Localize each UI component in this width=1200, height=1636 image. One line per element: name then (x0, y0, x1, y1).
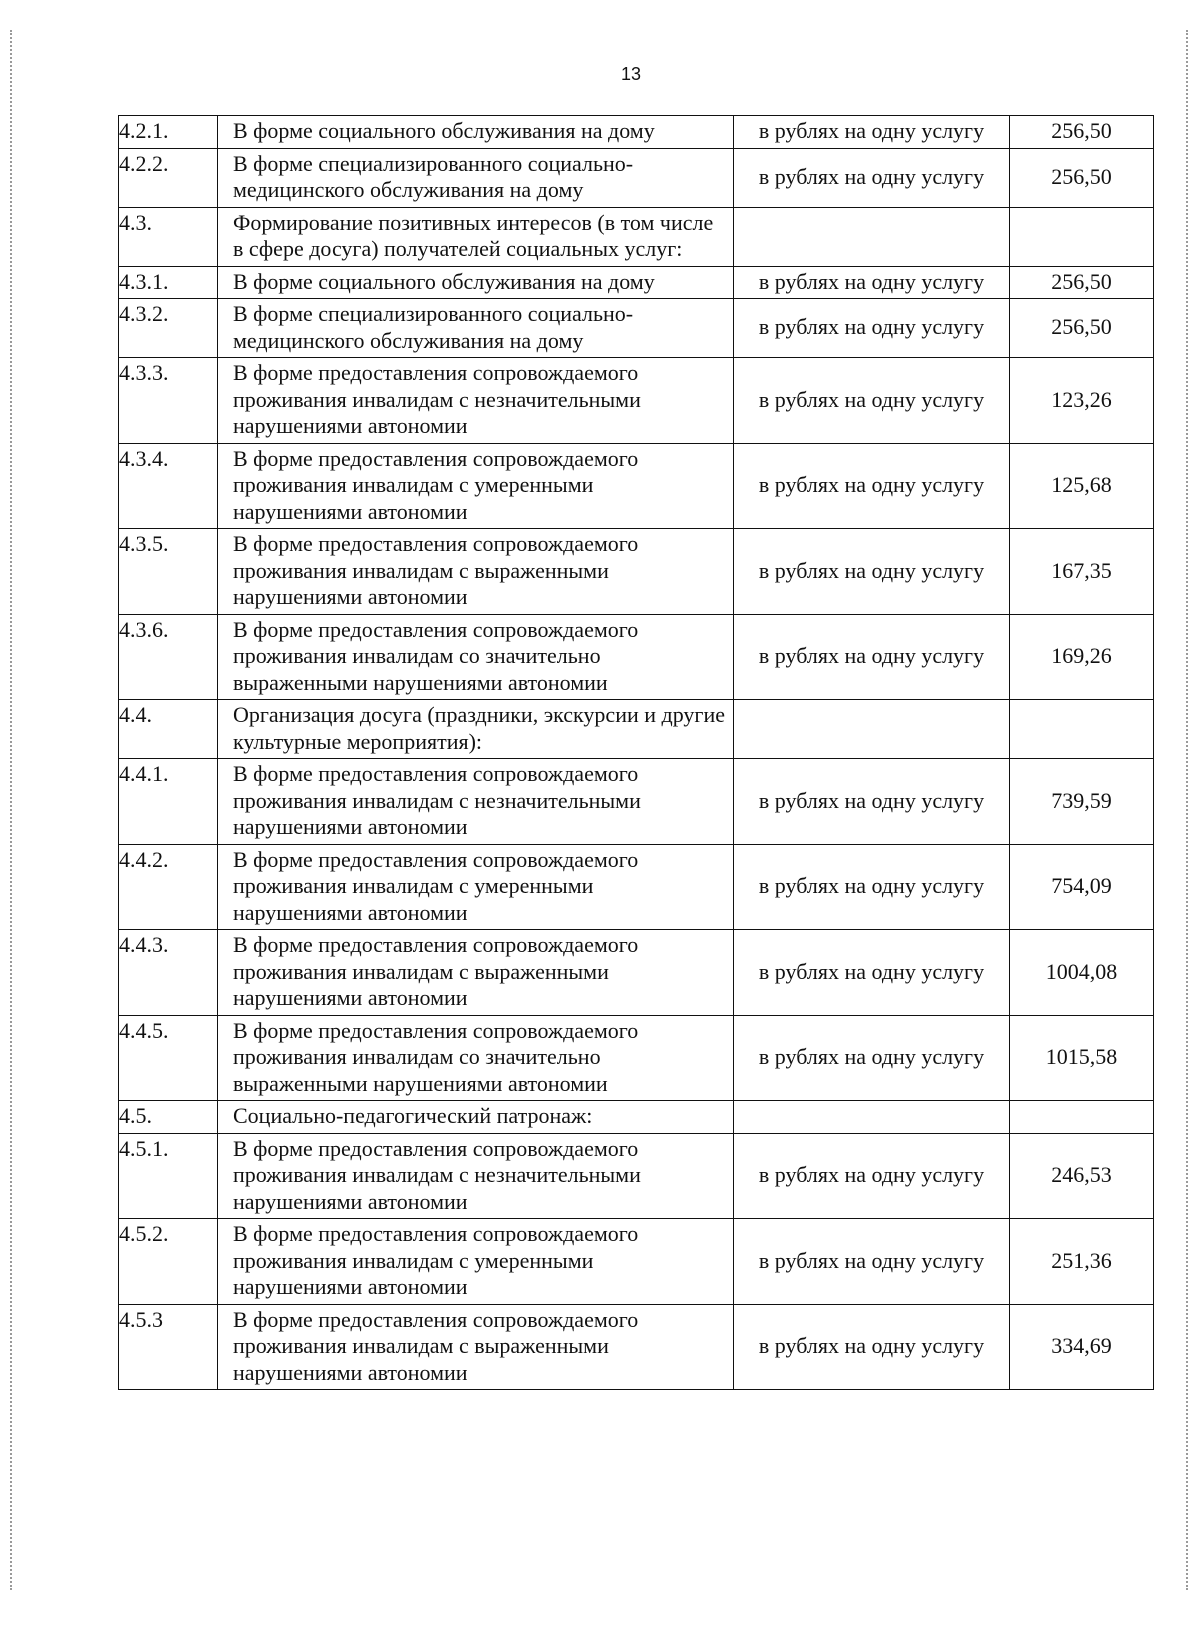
row-description: В форме предоставления сопровождаемого проживания инвалидам с незначительными нарушениями автономии (218, 1133, 734, 1219)
row-unit: в рублях на одну услугу (734, 1015, 1010, 1101)
row-price (1010, 207, 1154, 266)
table-row (119, 529, 1154, 615)
row-unit (734, 700, 1010, 759)
row-number: 4.3.4. (119, 443, 218, 529)
row-unit: в рублях на одну услугу (734, 759, 1010, 845)
row-description: В форме предоставления сопровождаемого проживания инвалидам с незначительными нарушениями автономии (218, 759, 734, 845)
table-row (119, 700, 1154, 759)
row-description: В форме социального обслуживания на дому (218, 266, 734, 299)
row-price: 754,09 (1010, 844, 1154, 930)
table-row (119, 759, 1154, 845)
row-number: 4.5. (119, 1101, 218, 1134)
row-price: 169,26 (1010, 614, 1154, 700)
row-unit: в рублях на одну услугу (734, 844, 1010, 930)
row-description: В форме предоставления сопровождаемого проживания инвалидам с умеренными нарушениями автономии (218, 1219, 734, 1305)
row-description: В форме предоставления сопровождаемого проживания инвалидам с умеренными нарушениями автономии (218, 443, 734, 529)
table-row (119, 614, 1154, 700)
row-price: 256,50 (1010, 299, 1154, 358)
row-unit: в рублях на одну услугу (734, 1304, 1010, 1390)
row-number: 4.5.2. (119, 1219, 218, 1305)
row-description: В форме предоставления сопровождаемого проживания инвалидам с выраженными нарушениями автономии (218, 529, 734, 615)
row-price: 1004,08 (1010, 930, 1154, 1016)
row-description: В форме специализированного социально-медицинского обслуживания на дому (218, 148, 734, 207)
row-unit: в рублях на одну услугу (734, 443, 1010, 529)
row-price (1010, 700, 1154, 759)
row-number: 4.2.1. (119, 116, 218, 149)
row-description: В форме предоставления сопровождаемого проживания инвалидам с незначительными нарушениями автономии (218, 358, 734, 444)
table-row (119, 930, 1154, 1016)
row-unit: в рублях на одну услугу (734, 529, 1010, 615)
row-unit: в рублях на одну услугу (734, 930, 1010, 1016)
row-number: 4.4. (119, 700, 218, 759)
table-row (119, 1133, 1154, 1219)
table-row (119, 443, 1154, 529)
row-price: 251,36 (1010, 1219, 1154, 1305)
row-description: В форме предоставления сопровождаемого проживания инвалидам с умеренными нарушениями автономии (218, 844, 734, 930)
table-row (119, 207, 1154, 266)
scan-edge-left (10, 30, 14, 1590)
row-number: 4.3.2. (119, 299, 218, 358)
scan-edge-right (1186, 30, 1190, 1590)
row-price: 1015,58 (1010, 1015, 1154, 1101)
table-row (119, 1219, 1154, 1305)
row-description: Формирование позитивных интересов (в том числе в сфере досуга) получателей социальных услуг: (218, 207, 734, 266)
table-row (119, 116, 1154, 149)
row-price: 334,69 (1010, 1304, 1154, 1390)
row-description: Социально-педагогический патронаж: (218, 1101, 734, 1134)
row-description: В форме предоставления сопровождаемого проживания инвалидам с выраженными нарушениями автономии (218, 930, 734, 1016)
row-price: 256,50 (1010, 148, 1154, 207)
row-number: 4.4.1. (119, 759, 218, 845)
row-description: В форме предоставления сопровождаемого проживания инвалидам со значительно выраженными нарушениями автономии (218, 614, 734, 700)
row-unit: в рублях на одну услугу (734, 1133, 1010, 1219)
row-number: 4.3.1. (119, 266, 218, 299)
row-unit: в рублях на одну услугу (734, 266, 1010, 299)
row-price: 167,35 (1010, 529, 1154, 615)
row-number: 4.2.2. (119, 148, 218, 207)
table-row (119, 1015, 1154, 1101)
row-unit: в рублях на одну услугу (734, 148, 1010, 207)
table-row (119, 358, 1154, 444)
row-unit: в рублях на одну услугу (734, 1219, 1010, 1305)
row-unit: в рублях на одну услугу (734, 299, 1010, 358)
row-number: 4.3.6. (119, 614, 218, 700)
table-row (119, 148, 1154, 207)
table-row (119, 844, 1154, 930)
row-price: 123,26 (1010, 358, 1154, 444)
row-number: 4.4.3. (119, 930, 218, 1016)
row-description: В форме предоставления сопровождаемого проживания инвалидам со значительно выраженными нарушениями автономии (218, 1015, 734, 1101)
row-unit: в рублях на одну услугу (734, 358, 1010, 444)
row-unit: в рублях на одну услугу (734, 614, 1010, 700)
row-price: 739,59 (1010, 759, 1154, 845)
table-row (119, 299, 1154, 358)
row-price (1010, 1101, 1154, 1134)
table-row (119, 266, 1154, 299)
row-description: Организация досуга (праздники, экскурсии и другие культурные мероприятия): (218, 700, 734, 759)
row-description: В форме социального обслуживания на дому (218, 116, 734, 149)
table-row (119, 1304, 1154, 1390)
page-number: 13 (620, 64, 642, 84)
row-description: В форме специализированного социально-медицинского обслуживания на дому (218, 299, 734, 358)
row-price: 256,50 (1010, 266, 1154, 299)
row-unit: в рублях на одну услугу (734, 116, 1010, 149)
table-row (119, 1101, 1154, 1134)
row-price: 125,68 (1010, 443, 1154, 529)
row-number: 4.4.2. (119, 844, 218, 930)
row-description: В форме предоставления сопровождаемого проживания инвалидам с выраженными нарушениями автономии (218, 1304, 734, 1390)
row-number: 4.3.5. (119, 529, 218, 615)
row-price: 246,53 (1010, 1133, 1154, 1219)
row-number: 4.3. (119, 207, 218, 266)
row-number: 4.3.3. (119, 358, 218, 444)
row-number: 4.5.3 (119, 1304, 218, 1390)
row-unit (734, 1101, 1010, 1134)
tariff-table (118, 115, 1154, 1390)
row-number: 4.4.5. (119, 1015, 218, 1101)
row-price: 256,50 (1010, 116, 1154, 149)
row-unit (734, 207, 1010, 266)
row-number: 4.5.1. (119, 1133, 218, 1219)
tariff-table-body (119, 116, 1154, 1390)
